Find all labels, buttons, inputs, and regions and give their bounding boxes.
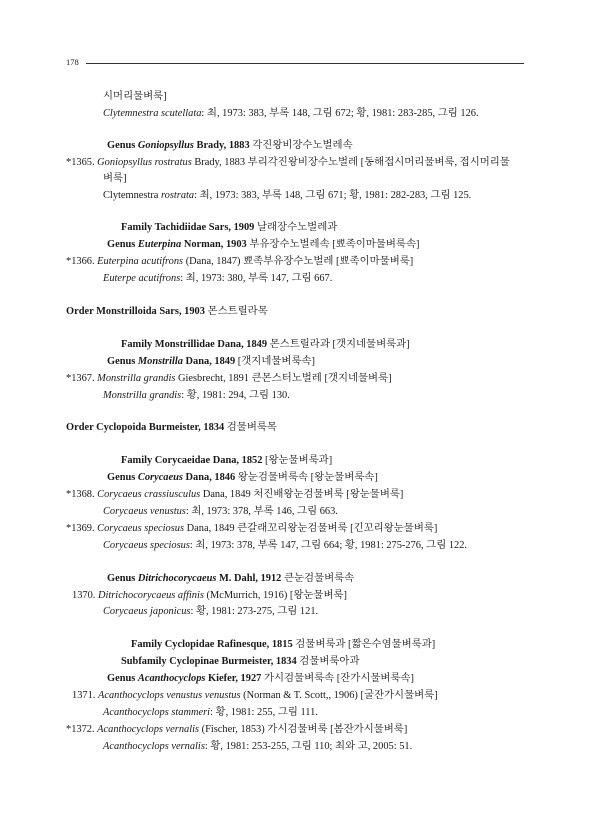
text-segment: : 황, 1981: 294, 그림 130. bbox=[181, 390, 290, 401]
text-line bbox=[121, 338, 410, 351]
text-line bbox=[103, 272, 332, 285]
text-segment: 시머리물벼룩] bbox=[103, 91, 167, 102]
text-segment: *1365. bbox=[66, 157, 98, 168]
text-segment: *1368. bbox=[66, 489, 98, 500]
text-segment: *1367. bbox=[66, 373, 98, 384]
text-segment: Acanthocyclops vernalis bbox=[97, 724, 200, 735]
text-line bbox=[107, 139, 353, 152]
text-segment: Corycaeus speciosus bbox=[103, 540, 190, 551]
text-segment: Corycaeus bbox=[137, 472, 183, 483]
text-segment: 1371. bbox=[72, 690, 98, 701]
text-line bbox=[103, 172, 127, 185]
text-segment: : 최, 1973: 378, 부록 147, 그림 664; 황, 1981: 275-276, 그림 122. bbox=[189, 540, 468, 551]
text-line bbox=[103, 605, 318, 618]
text-segment: Family Monstrillidae Dana, 1849 bbox=[121, 339, 268, 350]
text-segment: Subfamily Cyclopinae Burmeister, 1834 bbox=[121, 656, 297, 667]
text-line bbox=[107, 672, 414, 685]
text-segment: [갯지네물벼룩속] bbox=[235, 356, 315, 367]
text-segment: Corycaeus crassiusculus bbox=[97, 489, 201, 500]
text-segment: Norman, 1903 bbox=[181, 239, 247, 250]
text-line bbox=[107, 471, 378, 484]
text-segment: Euterpina acutifrons bbox=[97, 256, 184, 267]
text-line bbox=[121, 221, 337, 234]
text-segment: Acanthocyclops venustus venustus bbox=[97, 690, 241, 701]
text-segment: : 황, 1981: 253-255, 그림 110; 최와 고, 2005: 51. bbox=[204, 741, 413, 752]
text-segment: Goniopsyllus rostratus bbox=[97, 157, 192, 168]
text-segment: Dana, 1849 bbox=[182, 356, 236, 367]
text-segment: Genus bbox=[107, 239, 138, 250]
text-segment: Euterpina bbox=[137, 239, 182, 250]
text-segment: Order Cyclopoida Burmeister, 1834 bbox=[66, 422, 225, 433]
text-segment: Dana, 1849 큰갈래꼬리왕눈검물벼룩 [긴꼬리왕눈물벼룩] bbox=[184, 523, 438, 534]
text-line bbox=[103, 706, 318, 719]
text-line bbox=[66, 421, 277, 434]
text-segment: Order Monstrilloida Sars, 1903 bbox=[66, 306, 205, 317]
text-segment: Clytemnestra bbox=[103, 190, 162, 201]
text-line bbox=[103, 505, 338, 518]
text-segment: Brady, 1883 부리각진왕비장수노벌레 [동해접시머리물벼룩, 접시머리물 bbox=[191, 157, 510, 168]
text-segment: 가시검물벼룩속 [잔가시물벼룩속] bbox=[261, 673, 414, 684]
text-line bbox=[66, 488, 403, 501]
text-line bbox=[72, 689, 438, 702]
text-segment: 각진왕비장수노벌레속 bbox=[249, 140, 353, 151]
text-segment: *1369. bbox=[66, 523, 98, 534]
text-segment: : 최, 1973: 380, 부록 147, 그림 667. bbox=[180, 273, 333, 284]
text-segment: (Norman & T. Scott,, 1906) [굴잔가시물벼룩] bbox=[240, 690, 438, 701]
text-segment: Goniopsyllus bbox=[137, 140, 194, 151]
text-segment: Dana, 1849 처진배왕눈검물벼룩 [왕눈물벼룩] bbox=[200, 489, 404, 500]
text-segment: : 황, 1981: 255, 그림 111. bbox=[210, 707, 318, 718]
text-segment: (Dana, 1847) 뾰족부유장수노벌레 [뾰족이마물벼룩] bbox=[183, 256, 414, 267]
text-segment: 부유장수노벌레속 [뾰족이마물벼룩속] bbox=[246, 239, 420, 250]
text-segment: Genus bbox=[107, 140, 138, 151]
page-number: 178 bbox=[66, 57, 79, 67]
text-segment: Genus bbox=[107, 356, 138, 367]
text-segment: : 최, 1973: 378, 부록 146, 그림 663. bbox=[185, 506, 338, 517]
text-segment: Corycaeus japonicus bbox=[103, 606, 191, 617]
text-line bbox=[103, 389, 290, 402]
text-segment: Clytemnestra scutellata bbox=[103, 108, 202, 119]
text-line bbox=[66, 372, 392, 385]
text-line bbox=[66, 255, 413, 268]
text-segment: Acanthocyclops stammeri bbox=[103, 707, 211, 718]
text-segment: (McMurrich, 1916) [왕눈물벼룩] bbox=[203, 590, 348, 601]
text-segment: : 최, 1973: 383, 부록 148, 그림 671; 황, 1981: 282-283, 그림 125. bbox=[194, 190, 472, 201]
text-line bbox=[121, 454, 332, 467]
text-line bbox=[72, 589, 347, 602]
text-line bbox=[66, 305, 268, 318]
text-segment: 날래장수노벌레과 bbox=[254, 222, 338, 233]
text-segment: Euterpe acutifrons bbox=[103, 273, 181, 284]
text-segment: 검물벼룩목 bbox=[224, 422, 277, 433]
text-segment: 검물벼룩과 [짧은수염물벼룩과] bbox=[292, 639, 436, 650]
text-segment: *1372. bbox=[66, 724, 98, 735]
text-segment: Dana, 1846 bbox=[182, 472, 236, 483]
text-line bbox=[66, 723, 407, 736]
text-line bbox=[107, 355, 315, 368]
text-line bbox=[107, 572, 354, 585]
text-segment: Corycaeus venustus bbox=[103, 506, 186, 517]
text-line bbox=[121, 655, 360, 668]
text-segment: Kiefer, 1927 bbox=[205, 673, 262, 684]
text-segment: Family Cyclopidae Rafinesque, 1815 bbox=[131, 639, 293, 650]
text-line bbox=[103, 740, 412, 753]
text-segment: Ditrichocorycaeus bbox=[137, 573, 217, 584]
text-segment: 벼룩] bbox=[103, 173, 127, 184]
text-segment: Genus bbox=[107, 573, 138, 584]
text-segment: 큰눈검물벼룩속 bbox=[281, 573, 355, 584]
text-segment: 몬스트릴라목 bbox=[204, 306, 268, 317]
text-segment: Family Corycaeidae Dana, 1852 bbox=[121, 455, 263, 466]
text-line bbox=[103, 539, 467, 552]
text-segment: Acanthocyclops bbox=[137, 673, 206, 684]
text-line bbox=[103, 90, 167, 103]
text-segment: Monstrilla grandis bbox=[97, 373, 176, 384]
text-segment: 1370. bbox=[72, 590, 98, 601]
text-segment: Acanthocyclops vernalis bbox=[103, 741, 205, 752]
text-segment: (Fischer, 1853) 가시검물벼룩 [봄잔가시물벼룩] bbox=[199, 724, 408, 735]
text-segment: 몬스트릴라과 [갯지네물벼룩과] bbox=[267, 339, 410, 350]
text-segment: *1366. bbox=[66, 256, 98, 267]
text-line bbox=[66, 156, 510, 169]
text-segment: : 최, 1973: 383, 부록 148, 그림 672; 황, 1981: 283-285, 그림 126. bbox=[201, 108, 479, 119]
text-segment: Monstrilla grandis bbox=[103, 390, 182, 401]
text-segment: Brady, 1883 bbox=[193, 140, 250, 151]
page-header bbox=[66, 57, 524, 71]
text-segment: M. Dahl, 1912 bbox=[216, 573, 282, 584]
text-line bbox=[107, 238, 419, 251]
text-line bbox=[66, 522, 437, 535]
text-line bbox=[131, 638, 435, 651]
text-segment: : 황, 1981: 273-275, 그림 121. bbox=[190, 606, 319, 617]
header-rule bbox=[86, 63, 524, 64]
text-segment: 검물벼룩아과 bbox=[296, 656, 360, 667]
text-segment: Monstrilla bbox=[137, 356, 183, 367]
text-line bbox=[103, 107, 479, 120]
text-segment: rostrata bbox=[161, 190, 195, 201]
text-segment: Family Tachidiidae Sars, 1909 bbox=[121, 222, 255, 233]
text-line bbox=[103, 189, 471, 202]
text-segment: Giesbrecht, 1891 큰몬스터노벌레 [갯지네물벼룩] bbox=[175, 373, 392, 384]
text-segment: [왕눈물벼룩과] bbox=[262, 455, 333, 466]
text-segment: Corycaeus speciosus bbox=[97, 523, 185, 534]
text-segment: Genus bbox=[107, 472, 138, 483]
text-segment: Genus bbox=[107, 673, 138, 684]
text-segment: Ditrichocorycaeus affinis bbox=[97, 590, 204, 601]
text-segment: 왕눈검물벼룩속 [왕눈물벼룩속] bbox=[235, 472, 378, 483]
